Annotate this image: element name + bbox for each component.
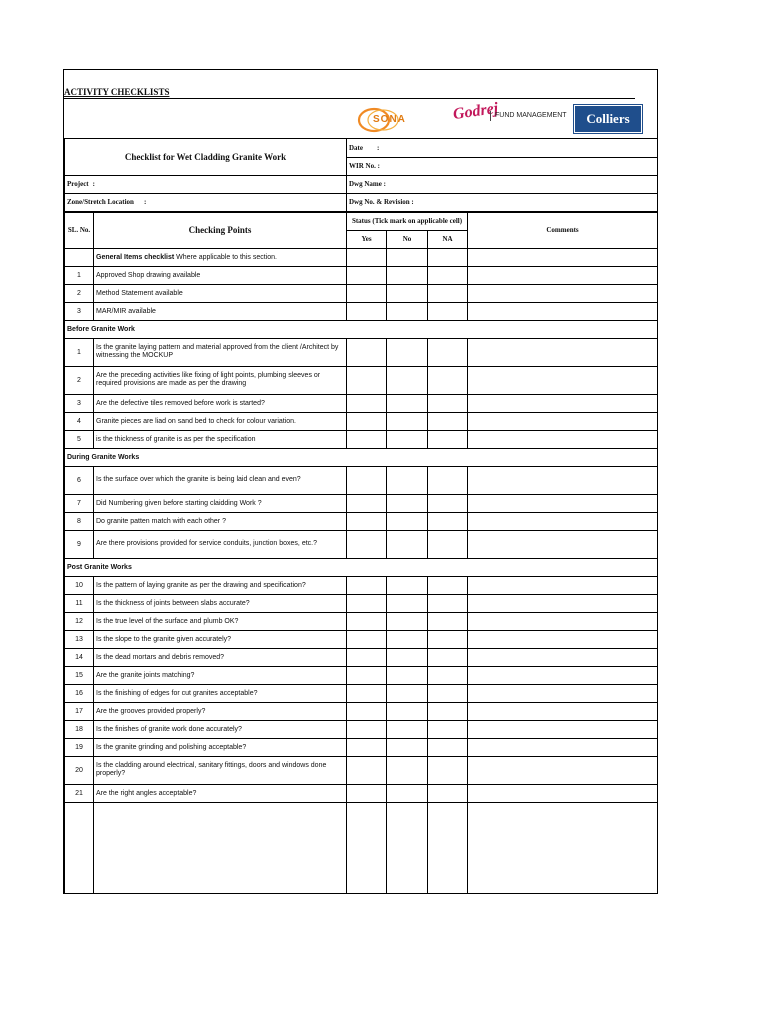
zone-separator: : [143,198,147,206]
yes-cell[interactable] [347,802,387,893]
checklist-row [65,430,658,448]
comments-cell[interactable] [468,630,658,648]
yes-cell[interactable] [347,248,387,266]
checking-point: Are the defective tiles removed before work is started? [94,394,347,412]
na-cell[interactable] [428,284,468,302]
checklist-row [65,666,658,684]
no-cell[interactable] [387,338,428,366]
no-cell[interactable] [387,784,428,802]
comments-cell[interactable] [468,684,658,702]
na-cell[interactable] [428,756,468,784]
yes-cell[interactable] [347,720,387,738]
sl-number: 18 [65,720,94,738]
na-cell[interactable] [428,494,468,512]
checking-point: Is the granite laying pattern and material approved from the client /Architect by witnessing the MOCKUP [94,338,347,366]
sl-number: 3 [65,394,94,412]
sl-number: 10 [65,576,94,594]
checking-point: Is the thickness of joints between slabs accurate? [94,594,347,612]
sona-logo [357,106,427,134]
info-table [64,139,658,212]
logo-strip [355,99,655,135]
sl-number: 8 [65,512,94,530]
checklist-table [64,212,658,894]
sl-number: 2 [65,284,94,302]
sl-number: 4 [65,412,94,430]
comments-cell[interactable] [468,284,658,302]
no-cell[interactable] [387,648,428,666]
na-cell[interactable] [428,338,468,366]
section-heading: Post Granite Works [65,558,658,576]
zone-label: Zone/Stretch Location [67,198,134,206]
no-cell[interactable] [387,394,428,412]
checklist-row [65,338,658,366]
colliers-logo: Colliers [574,105,642,133]
col-header-points: Checking Points [94,212,347,248]
comments-cell[interactable] [468,412,658,430]
checklist-row [65,494,658,512]
checking-point: Approved Shop drawing available [94,266,347,284]
dwg-name-field[interactable]: Dwg Name : [347,175,658,193]
sheet-header [64,70,657,139]
no-cell[interactable] [387,366,428,394]
checking-point: Are the grooves provided properly? [94,702,347,720]
comments-cell[interactable] [468,366,658,394]
date-field[interactable] [347,139,658,157]
blank-row [65,802,658,893]
checklist-row [65,784,658,802]
no-cell[interactable] [387,702,428,720]
general-intro-rest: Where applicable to this section. [174,253,277,261]
na-cell[interactable] [428,430,468,448]
sl-number: 15 [65,666,94,684]
checking-point: Are the preceding activities like fixing of light points, plumbing sleeves or required provisions are made as per the drawing [94,366,347,394]
yes-cell[interactable] [347,612,387,630]
no-cell[interactable] [387,466,428,494]
checklist-title: Checklist for Wet Cladding Granite Work [65,139,347,175]
checking-point: Is the true level of the surface and plumb OK? [94,612,347,630]
sl-number: 1 [65,266,94,284]
checking-point: Are the right angles acceptable? [94,784,347,802]
na-cell[interactable] [428,394,468,412]
sl-number: 20 [65,756,94,784]
yes-cell[interactable] [347,666,387,684]
na-cell[interactable] [428,666,468,684]
comments-cell[interactable] [468,248,658,266]
no-cell[interactable] [387,284,428,302]
checklist-sheet [63,69,658,894]
yes-cell[interactable] [347,738,387,756]
yes-cell[interactable] [347,530,387,558]
section-post [65,558,658,576]
na-cell[interactable] [428,612,468,630]
checking-point: Are there provisions provided for service conduits, junction boxes, etc.? [94,530,347,558]
yes-cell[interactable] [347,430,387,448]
comments-cell[interactable] [468,266,658,284]
na-cell[interactable] [428,720,468,738]
project-label: Project [67,180,89,188]
section-before [65,320,658,338]
sl-number: 3 [65,302,94,320]
yes-cell[interactable] [347,594,387,612]
sl-number: 7 [65,494,94,512]
no-cell[interactable] [387,530,428,558]
na-cell[interactable] [428,684,468,702]
col-header-comments: Comments [468,212,658,248]
checklist-row [65,738,658,756]
col-header-yes: Yes [347,230,387,248]
na-cell[interactable] [428,302,468,320]
yes-cell[interactable] [347,266,387,284]
no-cell[interactable] [387,266,428,284]
checklist-row [65,530,658,558]
section-heading: During Granite Works [65,448,658,466]
yes-cell[interactable] [347,338,387,366]
checklist-row [65,394,658,412]
checklist-row [65,720,658,738]
general-intro-row [65,248,658,266]
no-cell[interactable] [387,738,428,756]
sl-number: 9 [65,530,94,558]
checklist-row [65,630,658,648]
yes-cell[interactable] [347,756,387,784]
checklist-row [65,412,658,430]
col-header-no: No [387,230,428,248]
checking-point: Did Numbering given before starting claidding Work ? [94,494,347,512]
checklist-row [65,466,658,494]
checklist-row [65,612,658,630]
checking-point: Is the surface over which the granite is being laid clean and even? [94,466,347,494]
comments-cell[interactable] [468,802,658,893]
comments-cell[interactable] [468,738,658,756]
no-cell[interactable] [387,302,428,320]
col-header-status: Status (Tick mark on applicable cell) [347,212,468,230]
checking-point: Is the pattern of laying granite as per the drawing and specification? [94,576,347,594]
comments-cell[interactable] [468,702,658,720]
yes-cell[interactable] [347,284,387,302]
na-cell[interactable] [428,530,468,558]
checking-point: Is the granite grinding and polishing acceptable? [94,738,347,756]
yes-cell[interactable] [347,630,387,648]
checklist-row [65,594,658,612]
col-header-sl: SL. No. [65,212,94,248]
no-cell[interactable] [387,494,428,512]
comments-cell[interactable] [468,394,658,412]
yes-cell[interactable] [347,302,387,320]
sl-number: 19 [65,738,94,756]
sl-number: 6 [65,466,94,494]
no-cell[interactable] [387,756,428,784]
comments-cell[interactable] [468,302,658,320]
no-cell[interactable] [387,630,428,648]
yes-cell[interactable] [347,784,387,802]
sheet-title: ACTIVITY CHECKLISTS [64,87,170,97]
sl-number: 21 [65,784,94,802]
sl-number: 17 [65,702,94,720]
general-intro [94,248,347,266]
comments-cell[interactable] [468,666,658,684]
comments-cell[interactable] [468,612,658,630]
no-cell[interactable] [387,612,428,630]
wir-field[interactable]: WIR No. : [347,157,658,175]
fund-management-label: FUND MANAGEMENT [490,111,567,121]
checklist-row [65,302,658,320]
general-intro-bold: General Items checklist [96,253,175,261]
yes-cell[interactable] [347,576,387,594]
sl-cell [65,248,94,266]
checklist-row [65,648,658,666]
title-rule [64,98,635,99]
no-cell[interactable] [387,576,428,594]
sl-number: 12 [65,612,94,630]
col-header-na: NA [428,230,468,248]
na-cell[interactable] [428,630,468,648]
na-cell[interactable] [428,576,468,594]
godrej-logo: Godrej [451,99,500,124]
sl-number: 13 [65,630,94,648]
na-cell[interactable] [428,648,468,666]
no-cell[interactable] [387,412,428,430]
na-cell[interactable] [428,266,468,284]
checking-point: MAR/MIR available [94,302,347,320]
comments-cell[interactable] [468,648,658,666]
checklist-row [65,702,658,720]
no-cell[interactable] [387,802,428,893]
comments-cell[interactable] [468,494,658,512]
na-cell[interactable] [428,466,468,494]
sl-number: 11 [65,594,94,612]
comments-cell[interactable] [468,576,658,594]
yes-cell[interactable] [347,494,387,512]
points-cell [94,802,347,893]
comments-cell[interactable] [468,338,658,366]
na-cell[interactable] [428,512,468,530]
checking-point: Method Statement available [94,284,347,302]
sl-cell [65,802,94,893]
checklist-row [65,756,658,784]
date-label: Date [349,143,363,152]
checklist-row [65,684,658,702]
zone-field[interactable] [65,193,347,211]
yes-cell[interactable] [347,412,387,430]
section-during [65,448,658,466]
project-field[interactable] [65,175,347,193]
sl-number: 5 [65,430,94,448]
no-cell[interactable] [387,248,428,266]
yes-cell[interactable] [347,684,387,702]
no-cell[interactable] [387,666,428,684]
checking-point: Is the dead mortars and debris removed? [94,648,347,666]
checking-point: Is the cladding around electrical, sanitary fittings, doors and windows done properly? [94,756,347,784]
comments-cell[interactable] [468,466,658,494]
project-separator: : [92,180,95,188]
yes-cell[interactable] [347,512,387,530]
na-cell[interactable] [428,412,468,430]
na-cell[interactable] [428,594,468,612]
na-cell[interactable] [428,702,468,720]
na-cell[interactable] [428,248,468,266]
no-cell[interactable] [387,684,428,702]
yes-cell[interactable] [347,466,387,494]
comments-cell[interactable] [468,512,658,530]
checking-point: Is the finishing of edges for cut granites acceptable? [94,684,347,702]
checking-point: Granite pieces are liad on sand bed to check for colour variation. [94,412,347,430]
comments-cell[interactable] [468,594,658,612]
comments-cell[interactable] [468,430,658,448]
checking-point: Is the finishes of granite work done accurately? [94,720,347,738]
na-cell[interactable] [428,738,468,756]
date-separator: : [377,143,380,152]
sl-number: 16 [65,684,94,702]
dwg-revision-field[interactable]: Dwg No. & Revision : [347,193,658,211]
na-cell[interactable] [428,366,468,394]
no-cell[interactable] [387,720,428,738]
checking-point: Is the slope to the granite given accurately? [94,630,347,648]
no-cell[interactable] [387,430,428,448]
sl-number: 14 [65,648,94,666]
comments-cell[interactable] [468,756,658,784]
na-cell[interactable] [428,784,468,802]
sona-logo-text: SONA [373,114,406,125]
yes-cell[interactable] [347,394,387,412]
comments-cell[interactable] [468,720,658,738]
checking-point: Are the granite joints matching? [94,666,347,684]
comments-cell[interactable] [468,784,658,802]
checklist-row [65,512,658,530]
checklist-row [65,576,658,594]
yes-cell[interactable] [347,648,387,666]
yes-cell[interactable] [347,366,387,394]
no-cell[interactable] [387,594,428,612]
section-heading: Before Granite Work [65,320,658,338]
comments-cell[interactable] [468,530,658,558]
checklist-row [65,366,658,394]
checklist-row [65,266,658,284]
checking-point: is the thickness of granite is as per the specification [94,430,347,448]
yes-cell[interactable] [347,702,387,720]
checklist-row [65,284,658,302]
checking-point: Do granite patten match with each other ? [94,512,347,530]
na-cell[interactable] [428,802,468,893]
no-cell[interactable] [387,512,428,530]
sl-number: 1 [65,338,94,366]
sl-number: 2 [65,366,94,394]
